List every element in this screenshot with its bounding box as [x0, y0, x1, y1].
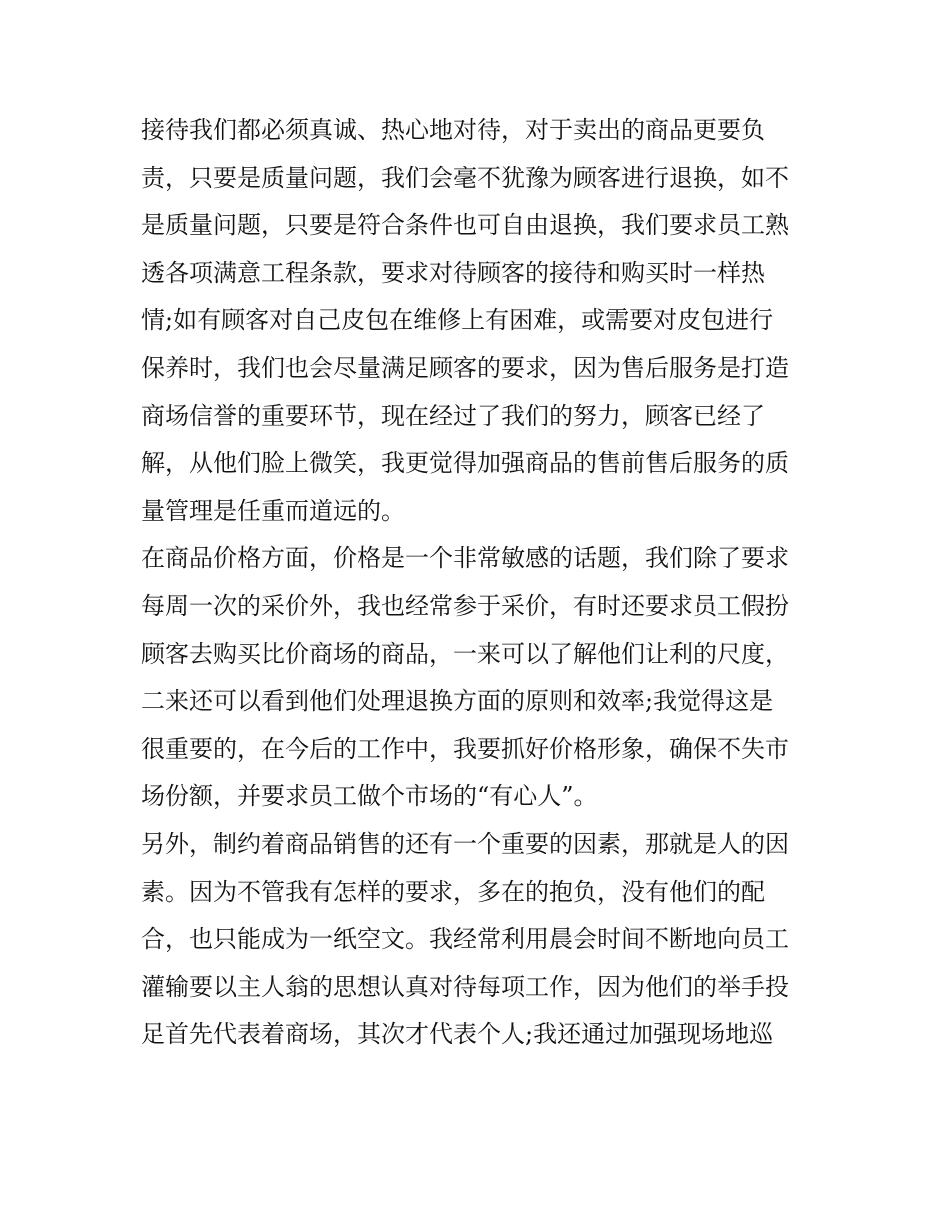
text-line: 每周一次的采价外，我也经常参于采价，有时还要求员工假扮 — [141, 591, 789, 620]
text-line: 足首先代表着商场，其次才代表个人;我还通过加强现场地巡 — [141, 1020, 774, 1049]
text-line: 责，只要是质量问题，我们会毫不犹豫为顾客进行退换，如不 — [141, 163, 789, 192]
text-line: 场份额，并要求员工做个市场的“有心人”。 — [141, 782, 598, 811]
text-line: 商场信誉的重要环节，现在经过了我们的努力，顾客已经了 — [141, 401, 765, 430]
text-line: 素。因为不管我有怎样的要求，多在的抱负，没有他们的配 — [141, 877, 765, 906]
text-line: 接待我们都必须真诚、热心地对待，对于卖出的商品更要负 — [141, 116, 765, 144]
text-line: 保养时，我们也会尽量满足顾客的要求，因为售后服务是打造 — [141, 353, 789, 382]
text-line: 透各项满意工程条款，要求对待顾客的接待和购买时一样热 — [141, 258, 765, 287]
text-line: 顾客去购买比价商场的商品，一来可以了解他们让利的尺度， — [141, 639, 789, 668]
body-text — [141, 107, 821, 1059]
text-line: 很重要的，在今后的工作中，我要抓好价格形象，确保不失市 — [141, 734, 789, 763]
text-line: 另外，制约着商品销售的还有一个重要的因素，那就是人的因 — [141, 829, 789, 858]
text-line: 在商品价格方面，价格是一个非常敏感的话题，我们除了要求 — [141, 544, 789, 573]
text-line: 二来还可以看到他们处理退换方面的原则和效率;我觉得这是 — [141, 687, 774, 716]
text-line: 合，也只能成为一纸空文。我经常利用晨会时间不断地向员工 — [141, 925, 789, 954]
text-line: 是质量问题，只要是符合条件也可自由退换，我们要求员工熟 — [141, 211, 789, 240]
text-line: 量管理是任重而道远的。 — [141, 496, 405, 525]
text-line: 灌输要以主人翁的思想认真对待每项工作，因为他们的举手投 — [141, 972, 789, 1001]
text-line: 情;如有顾客对自己皮包在维修上有困难，或需要对皮包进行 — [141, 306, 774, 335]
text-line: 解，从他们脸上微笑，我更觉得加强商品的售前售后服务的质 — [141, 449, 789, 478]
